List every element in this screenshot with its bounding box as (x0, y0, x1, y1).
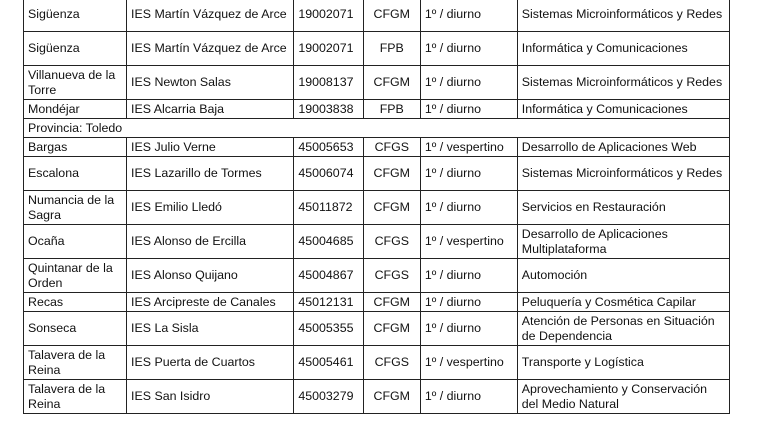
cell-locality: Numancia de la Sagra (24, 191, 127, 225)
cell-course: 1º / diurno (420, 66, 517, 100)
document-page (23, 0, 730, 414)
cell-locality: Sigüenza (24, 32, 127, 66)
cell-program: Informática y Comunicaciones (517, 32, 729, 66)
table-row (24, 225, 730, 259)
cell-program: Servicios en Restauración (517, 191, 729, 225)
table-row (24, 346, 730, 380)
cell-course: 1º / vespertino (420, 225, 517, 259)
cell-program: Automoción (517, 259, 729, 293)
table-row (24, 32, 730, 66)
cell-course: 1º / diurno (420, 32, 517, 66)
cell-level: CFGM (363, 0, 420, 32)
cell-level: CFGS (363, 138, 420, 157)
cell-school: IES Martín Vázquez de Arce (127, 32, 294, 66)
cell-school: IES Alcarria Baja (127, 100, 294, 119)
cell-program: Sistemas Microinformáticos y Redes (517, 66, 729, 100)
cell-school: IES San Isidro (127, 380, 294, 414)
table-row (24, 293, 730, 312)
cell-code: 45011872 (294, 191, 363, 225)
cell-school: IES Alonso de Ercilla (127, 225, 294, 259)
table-row (24, 66, 730, 100)
table-row (24, 157, 730, 191)
cell-program: Sistemas Microinformáticos y Redes (517, 157, 729, 191)
cell-locality: Sigüenza (24, 0, 127, 32)
cell-school: IES Emilio Lledó (127, 191, 294, 225)
table-row (24, 100, 730, 119)
cell-code: 45012131 (294, 293, 363, 312)
cell-program: Transporte y Logística (517, 346, 729, 380)
cell-level: CFGM (363, 312, 420, 346)
cell-code: 19002071 (294, 32, 363, 66)
table-row (24, 380, 730, 414)
cell-locality: Villanueva de la Torre (24, 66, 127, 100)
table-row (24, 0, 730, 32)
cell-program: Peluquería y Cosmética Capilar (517, 293, 729, 312)
cell-school: IES Julio Verne (127, 138, 294, 157)
cell-level: CFGM (363, 191, 420, 225)
cell-school: IES Arcipreste de Canales (127, 293, 294, 312)
cell-school: IES Martín Vázquez de Arce (127, 0, 294, 32)
cell-course: 1º / diurno (420, 191, 517, 225)
cell-school: IES Puerta de Cuartos (127, 346, 294, 380)
cell-course: 1º / diurno (420, 100, 517, 119)
cell-course: 1º / diurno (420, 293, 517, 312)
cell-program: Desarrollo de Aplicaciones Web (517, 138, 729, 157)
cell-level: CFGM (363, 293, 420, 312)
cell-locality: Sonseca (24, 312, 127, 346)
cell-level: FPB (363, 32, 420, 66)
cell-program: Aprovechamiento y Conservación del Medio Natural (517, 380, 729, 414)
cell-course: 1º / vespertino (420, 346, 517, 380)
cell-level: CFGM (363, 380, 420, 414)
cell-school: IES Newton Salas (127, 66, 294, 100)
cell-code: 45003279 (294, 380, 363, 414)
cell-locality: Bargas (24, 138, 127, 157)
cell-code: 45005461 (294, 346, 363, 380)
table-body (24, 0, 730, 414)
cell-locality: Talavera de la Reina (24, 380, 127, 414)
cell-level: CFGM (363, 157, 420, 191)
cell-locality: Talavera de la Reina (24, 346, 127, 380)
cell-program: Informática y Comunicaciones (517, 100, 729, 119)
cell-level: CFGS (363, 346, 420, 380)
cell-locality: Ocaña (24, 225, 127, 259)
cell-code: 45004685 (294, 225, 363, 259)
cell-course: 1º / diurno (420, 157, 517, 191)
cell-program: Sistemas Microinformáticos y Redes (517, 0, 729, 32)
cell-code: 19008137 (294, 66, 363, 100)
table-row (24, 191, 730, 225)
cell-code: 45005653 (294, 138, 363, 157)
cell-level: FPB (363, 100, 420, 119)
cell-course: 1º / diurno (420, 312, 517, 346)
cell-program: Desarrollo de Aplicaciones Multiplataforma (517, 225, 729, 259)
cell-program: Atención de Personas en Situación de Dependencia (517, 312, 729, 346)
cell-course: 1º / diurno (420, 0, 517, 32)
province-row (24, 119, 730, 138)
table-row (24, 312, 730, 346)
cell-code: 19002071 (294, 0, 363, 32)
cell-code: 19003838 (294, 100, 363, 119)
schools-table (23, 0, 730, 414)
cell-school: IES Alonso Quijano (127, 259, 294, 293)
cell-locality: Recas (24, 293, 127, 312)
table-row (24, 259, 730, 293)
cell-course: 1º / vespertino (420, 138, 517, 157)
table-row (24, 138, 730, 157)
cell-code: 45004867 (294, 259, 363, 293)
cell-locality: Quintanar de la Orden (24, 259, 127, 293)
cell-code: 45006074 (294, 157, 363, 191)
cell-level: CFGS (363, 225, 420, 259)
cell-course: 1º / diurno (420, 380, 517, 414)
cell-level: CFGS (363, 259, 420, 293)
cell-level: CFGM (363, 66, 420, 100)
cell-school: IES La Sisla (127, 312, 294, 346)
cell-code: 45005355 (294, 312, 363, 346)
cell-school: IES Lazarillo de Tormes (127, 157, 294, 191)
cell-course: 1º / diurno (420, 259, 517, 293)
cell-locality: Escalona (24, 157, 127, 191)
province-label: Provincia: Toledo (24, 119, 730, 138)
cell-locality: Mondéjar (24, 100, 127, 119)
